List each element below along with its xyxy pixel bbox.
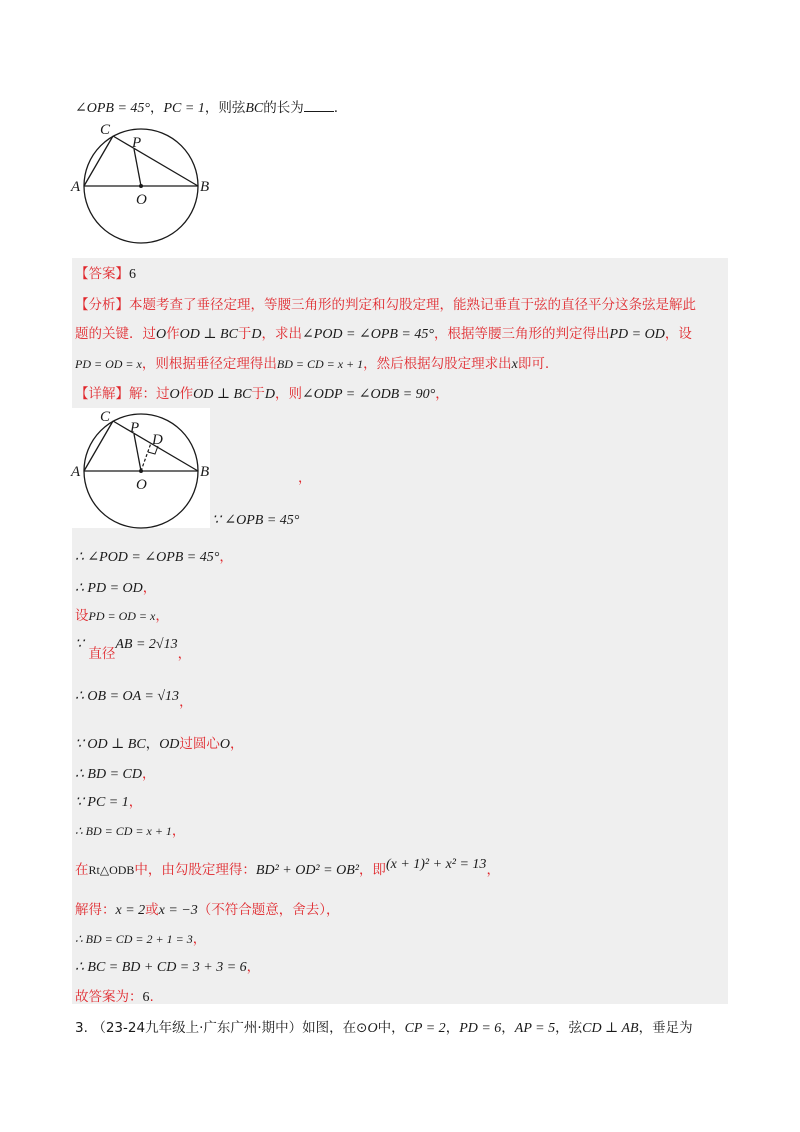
question-source: （23-24九年级上·广东广州·期中）如图，在⊙ bbox=[92, 1020, 368, 1036]
t: ， bbox=[298, 470, 312, 486]
m: AP = 5 bbox=[514, 1021, 556, 1036]
t: ，设 bbox=[664, 326, 692, 342]
m: ∵ OD ⊥ BC bbox=[75, 737, 146, 752]
step-10 bbox=[75, 858, 500, 879]
chord-bc: BC bbox=[245, 101, 264, 116]
label-a: A bbox=[71, 179, 81, 195]
since-line bbox=[212, 512, 299, 529]
t: ， bbox=[142, 580, 157, 596]
t: ，弦 bbox=[555, 1020, 583, 1036]
answer-line bbox=[75, 262, 136, 283]
step-14 bbox=[75, 985, 154, 1006]
circle-figure-1 bbox=[70, 122, 220, 252]
detail-line-1 bbox=[75, 382, 449, 403]
m: Rt△ODB bbox=[88, 863, 135, 877]
t: 解得： bbox=[75, 902, 116, 918]
t: 或 bbox=[145, 902, 159, 918]
answer-value: 6 bbox=[129, 267, 136, 282]
m: ∴ BD = CD = 2 + 1 = 3 bbox=[75, 932, 193, 946]
t: 于 bbox=[251, 386, 265, 402]
t: ， bbox=[177, 646, 192, 662]
t: ， bbox=[445, 1020, 460, 1036]
t: 故答案为： bbox=[75, 989, 143, 1005]
step-6 bbox=[75, 732, 244, 753]
t: ，然后根据勾股定理求出 bbox=[363, 356, 512, 372]
m: ∴ BD = CD bbox=[75, 767, 142, 782]
t: ，垂足为 bbox=[638, 1020, 693, 1036]
chord-bc bbox=[113, 136, 198, 186]
step-11 bbox=[75, 898, 340, 919]
question-tail bbox=[75, 96, 338, 117]
t: ， bbox=[145, 736, 160, 752]
analysis-tag: 【分析】 bbox=[75, 297, 129, 313]
m: ∠POD = ∠OPB = 45° bbox=[302, 327, 434, 342]
period: . bbox=[333, 100, 339, 116]
detail-tag: 【详解】 bbox=[75, 386, 129, 402]
step-13 bbox=[75, 955, 260, 976]
m: OD ⊥ BC bbox=[193, 387, 252, 402]
m: BD² + OD² = OB² bbox=[255, 863, 359, 878]
t: 在 bbox=[75, 862, 89, 878]
analysis-line-1 bbox=[75, 293, 696, 313]
t: ，即 bbox=[358, 862, 386, 878]
m: OD bbox=[159, 737, 180, 752]
t: ， bbox=[179, 694, 193, 710]
step-9 bbox=[75, 819, 185, 839]
m: x = −3 bbox=[158, 903, 198, 918]
angle-opb: ∠OPB = 45° bbox=[75, 101, 150, 116]
m: ∵ bbox=[75, 637, 84, 652]
t: 过圆心 bbox=[179, 736, 220, 752]
step-5 bbox=[75, 684, 193, 710]
m: CP = 2 bbox=[404, 1021, 446, 1036]
m: PD = OD bbox=[609, 327, 665, 342]
t: ， bbox=[501, 1020, 515, 1036]
t: 作 bbox=[179, 386, 194, 402]
t: ， bbox=[128, 794, 143, 810]
m: PD = OD = x bbox=[88, 609, 156, 623]
label-c: C bbox=[100, 409, 111, 425]
m: ∵ PC = 1 bbox=[75, 795, 129, 810]
label-p: P bbox=[130, 420, 140, 436]
t: . bbox=[149, 989, 154, 1005]
t: 中， bbox=[377, 1020, 405, 1036]
t: ， bbox=[171, 823, 186, 839]
m: (x + 1)² + x² = 13 bbox=[385, 857, 487, 872]
step-12 bbox=[75, 927, 206, 947]
t: 直径 bbox=[88, 646, 116, 662]
label-p: P bbox=[132, 135, 142, 151]
step-8 bbox=[75, 790, 142, 811]
m: OD ⊥ BC bbox=[179, 327, 238, 342]
figure-comma bbox=[298, 466, 312, 486]
t: ， bbox=[192, 931, 207, 947]
m: PD = OD = x bbox=[75, 357, 142, 371]
m: ∴ PD = OD bbox=[75, 581, 143, 596]
t: ， bbox=[219, 549, 233, 565]
question-text: ，则弦 bbox=[204, 100, 246, 116]
step-4 bbox=[75, 632, 192, 662]
segment-op bbox=[134, 434, 141, 471]
t: ，则 bbox=[275, 386, 303, 402]
segment-ac bbox=[84, 421, 113, 471]
answer-tag: 【答案】 bbox=[75, 266, 129, 282]
pc-value: PC = 1 bbox=[163, 101, 205, 116]
step-7 bbox=[75, 762, 155, 783]
t: ， bbox=[230, 736, 244, 752]
question-number: 3. bbox=[75, 1020, 88, 1036]
m: O bbox=[219, 737, 231, 752]
m: ∴ BD = CD = x + 1 bbox=[75, 824, 172, 838]
t: ， bbox=[435, 386, 449, 402]
t: 题的关键．过 bbox=[75, 326, 156, 342]
label-a: A bbox=[71, 464, 81, 480]
m: ∵ ∠OPB = 45° bbox=[212, 513, 300, 528]
t: （不符合题意，舍去）， bbox=[197, 902, 340, 918]
m: x = 2 bbox=[115, 903, 146, 918]
m: O bbox=[169, 387, 180, 402]
label-c: C bbox=[100, 122, 111, 138]
t: ， bbox=[486, 862, 500, 878]
label-o: O bbox=[136, 192, 147, 208]
t: ， bbox=[246, 959, 261, 975]
center-dot bbox=[139, 469, 143, 473]
analysis-line-2 bbox=[75, 322, 692, 343]
t: 设 bbox=[75, 608, 89, 624]
m: BD = CD = x + 1 bbox=[276, 357, 364, 371]
answer-blank bbox=[304, 100, 334, 112]
label-b: B bbox=[200, 464, 210, 480]
t: 解：过 bbox=[129, 386, 170, 402]
t: ， bbox=[141, 766, 156, 782]
segment-ac bbox=[84, 136, 113, 186]
label-o: O bbox=[136, 477, 147, 493]
segment-op bbox=[134, 149, 141, 186]
sep: ， bbox=[150, 100, 164, 116]
t: 于 bbox=[237, 326, 252, 342]
center-dot bbox=[139, 184, 143, 188]
t: ，根据等腰三角形的判定得出 bbox=[433, 326, 610, 342]
question-3 bbox=[75, 1016, 693, 1037]
m: O bbox=[367, 1021, 378, 1036]
analysis-text-1: 本题考查了垂径定理，等腰三角形的判定和勾股定理，能熟记垂直于弦的直径平分这条弦是解此 bbox=[129, 297, 696, 313]
analysis-line-3 bbox=[75, 352, 549, 373]
question-text-2: 的长为 bbox=[263, 100, 304, 116]
m: ∴ ∠POD = ∠OPB = 45° bbox=[75, 550, 220, 565]
m: PD = 6 bbox=[459, 1021, 502, 1036]
label-d: D bbox=[152, 432, 163, 448]
m: 6 bbox=[142, 990, 150, 1005]
t: ，则根据垂径定理得出 bbox=[141, 356, 277, 372]
m: D bbox=[251, 327, 262, 342]
m: D bbox=[264, 387, 276, 402]
m: ∴ BC = BD + CD = 3 + 3 = 6 bbox=[75, 960, 247, 975]
label-b: B bbox=[200, 179, 210, 195]
t: 即可. bbox=[517, 356, 550, 372]
m: ∠ODP = ∠ODB = 90° bbox=[302, 387, 436, 402]
t: 作 bbox=[166, 326, 180, 342]
t: 中，由勾股定理得： bbox=[134, 862, 256, 878]
m: CD ⊥ AB bbox=[582, 1021, 639, 1036]
step-1 bbox=[75, 545, 233, 566]
m: O bbox=[156, 327, 167, 342]
t: ， bbox=[155, 608, 169, 624]
m: ∴ OB = OA = √13 bbox=[75, 689, 180, 704]
t: ，求出 bbox=[261, 326, 303, 342]
segment-od bbox=[141, 443, 151, 471]
circle-figure-2 bbox=[70, 408, 220, 530]
m: AB = 2√13 bbox=[115, 637, 178, 652]
step-3 bbox=[75, 604, 169, 624]
m: x bbox=[511, 357, 518, 372]
step-2 bbox=[75, 576, 156, 597]
